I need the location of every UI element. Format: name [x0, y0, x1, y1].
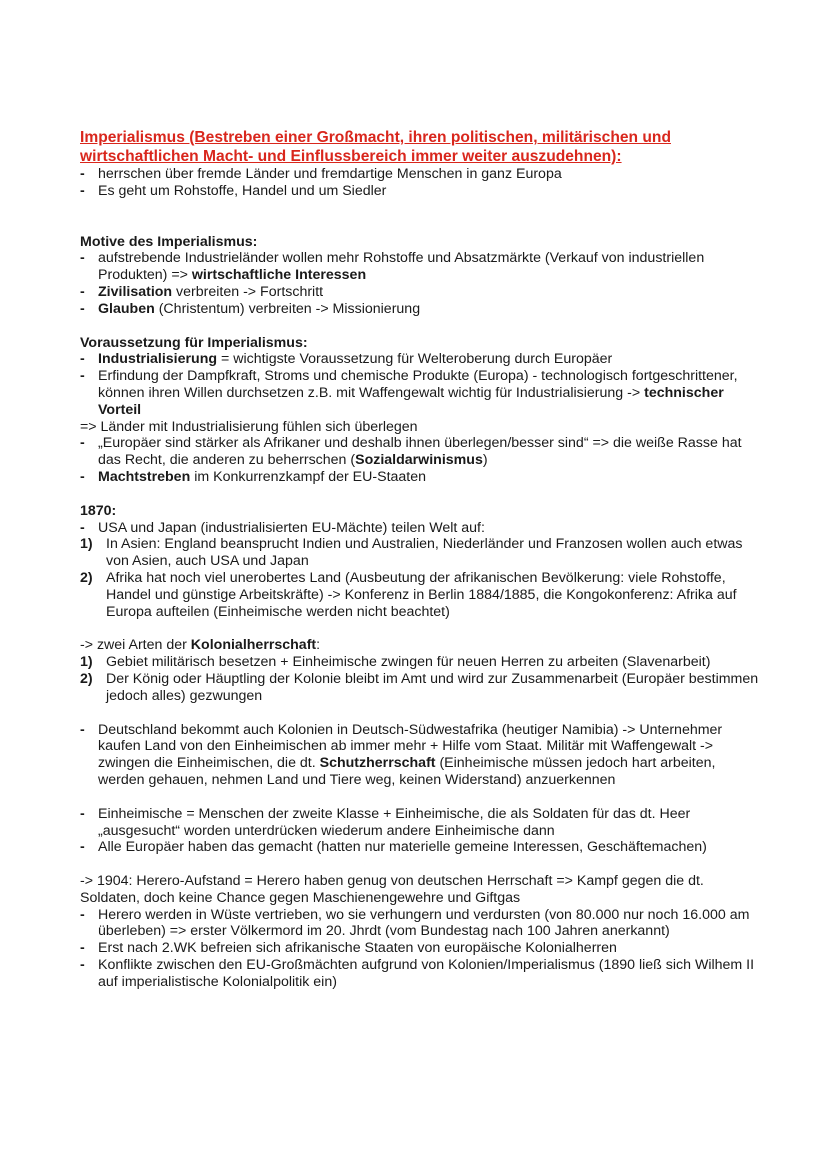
list-item: - „Europäer sind stärker als Afrikaner und deshalb ihnen überlegen/besser sind“ => die weiße Rasse hat das Recht, die anderen zu beherrschen (Sozialdarwinismus)	[80, 435, 742, 469]
list-item: - Konflikte zwischen den EU-Großmächten aufgrund von Kolonien/Imperialismus (1890 ließ sich Wilhem II auf imperialistische Kolonialpolitik ein)	[80, 957, 755, 990]
section-heading-motive: Motive des Imperialismus:	[80, 233, 258, 250]
list-item: - Industrialisierung = wichtigste Voraussetzung für Welteroberung durch Europäer	[80, 351, 613, 368]
plain-line: => Länder mit Industrialisierung fühlen sich überlegen	[80, 418, 418, 435]
numbered-item: 2) Afrika hat noch viel unerobertes Land (Ausbeutung der afrikanischen Bevölkerung: viele Rohstoffe, Handel und günstige Arbeitskräfte) -> Konferenz in Berlin 1884/1885, die Kongokonferenz: Afrika auf Europa aufteilen (Einheimische werden nicht beachtet)	[80, 569, 737, 620]
title-line-1: Imperialismus (Bestreben einer Großmacht, ihren politischen, militärischen und	[80, 129, 671, 146]
document-title	[80, 128, 760, 166]
title-line-2: wirtschaftlichen Macht- und Einflussbereich immer weiter auszudehnen):	[80, 148, 622, 165]
list-item: - herrschen über fremde Länder und fremdartige Menschen in ganz Europa	[80, 166, 562, 182]
list-item: - Erst nach 2.WK befreien sich afrikanische Staaten von europäische Kolonialherren	[80, 940, 617, 957]
list-item: - Deutschland bekommt auch Kolonien in Deutsch-Südwestafrika (heutiger Namibia) -> Unternehmer kaufen Land von den Einheimischen ab immer mehr + Hilfe vom Staat. Militär mit Waffengewalt -> zwingen die Einheimischen, die dt. Schutzherrschaft (Einheimische müssen jedoch hart arbeiten, werden gehauen, nehmen Land und Tiere weg, keinen Widerstand) anzuerkennen	[80, 721, 723, 788]
list-item: - Einheimische = Menschen der zweite Klasse + Einheimische, die als Soldaten für das dt. Heer „ausgesucht“ worden unterdrücken wiederum andere Einheimische dann	[80, 805, 691, 839]
list-item: - Machtstreben im Konkurrenzkampf der EU-Staaten	[80, 468, 427, 485]
list-item: - Herero werden in Wüste vertrieben, wo sie verhungern und verdursten (von 80.000 nur noch 16.000 am überleben) => erster Völkermord im 20. Jhrdt (vom Bundestag nach 100 Jahren anerkannt)	[80, 906, 750, 940]
list-item: - USA und Japan (industrialisierten EU-Mächte) teilen Welt auf:	[80, 519, 485, 536]
section-heading-voraussetzung: Voraussetzung für Imperialismus:	[80, 334, 308, 351]
list-item: - Erfindung der Dampfkraft, Stroms und chemische Produkte (Europa) - technologisch fortgeschrittener, können ihren Willen durchsetzen z.B. mit Waffengewalt wichtig für Industrialisierung -> technischer Vorteil	[80, 368, 738, 418]
kolonial-intro: -> zwei Arten der Kolonialherrschaft:	[80, 637, 321, 654]
list-item: - Zivilisation verbreiten -> Fortschritt	[80, 283, 324, 300]
list-item: - aufstrebende Industrieländer wollen mehr Rohstoffe und Absatzmärkte (Verkauf von industriellen Produkten) => wirtschaftliche Interessen	[80, 250, 705, 284]
list-item: - Es geht um Rohstoffe, Handel und um Siedler	[80, 182, 387, 199]
list-item: - Glauben (Christentum) verbreiten -> Missionierung	[80, 300, 421, 317]
section-heading-1870: 1870:	[80, 502, 117, 519]
numbered-item: 1) Gebiet militärisch besetzen + Einheimische zwingen für neuen Herren zu arbeiten (Slavenarbeit)	[80, 654, 711, 671]
herero-intro: -> 1904: Herero-Aufstand = Herero haben genug von deutschen Herrschaft => Kampf gegen die dt. Soldaten, doch keine Chance gegen Maschienengewehre und Giftgas	[80, 873, 704, 906]
list-item: - Alle Europäer haben das gemacht (hatten nur materielle gemeine Interessen, Geschäftemachen)	[80, 839, 707, 856]
document-page	[80, 128, 760, 991]
numbered-item: 1) In Asien: England beansprucht Indien und Australien, Niederländer und Franzosen wollen auch etwas von Asien, auch USA und Japan	[80, 536, 743, 570]
numbered-item: 2) Der König oder Häuptling der Kolonie bleibt im Amt und wird zur Zusammenarbeit (Europäer bestimmen jedoch alles) gezwungen	[80, 670, 759, 704]
